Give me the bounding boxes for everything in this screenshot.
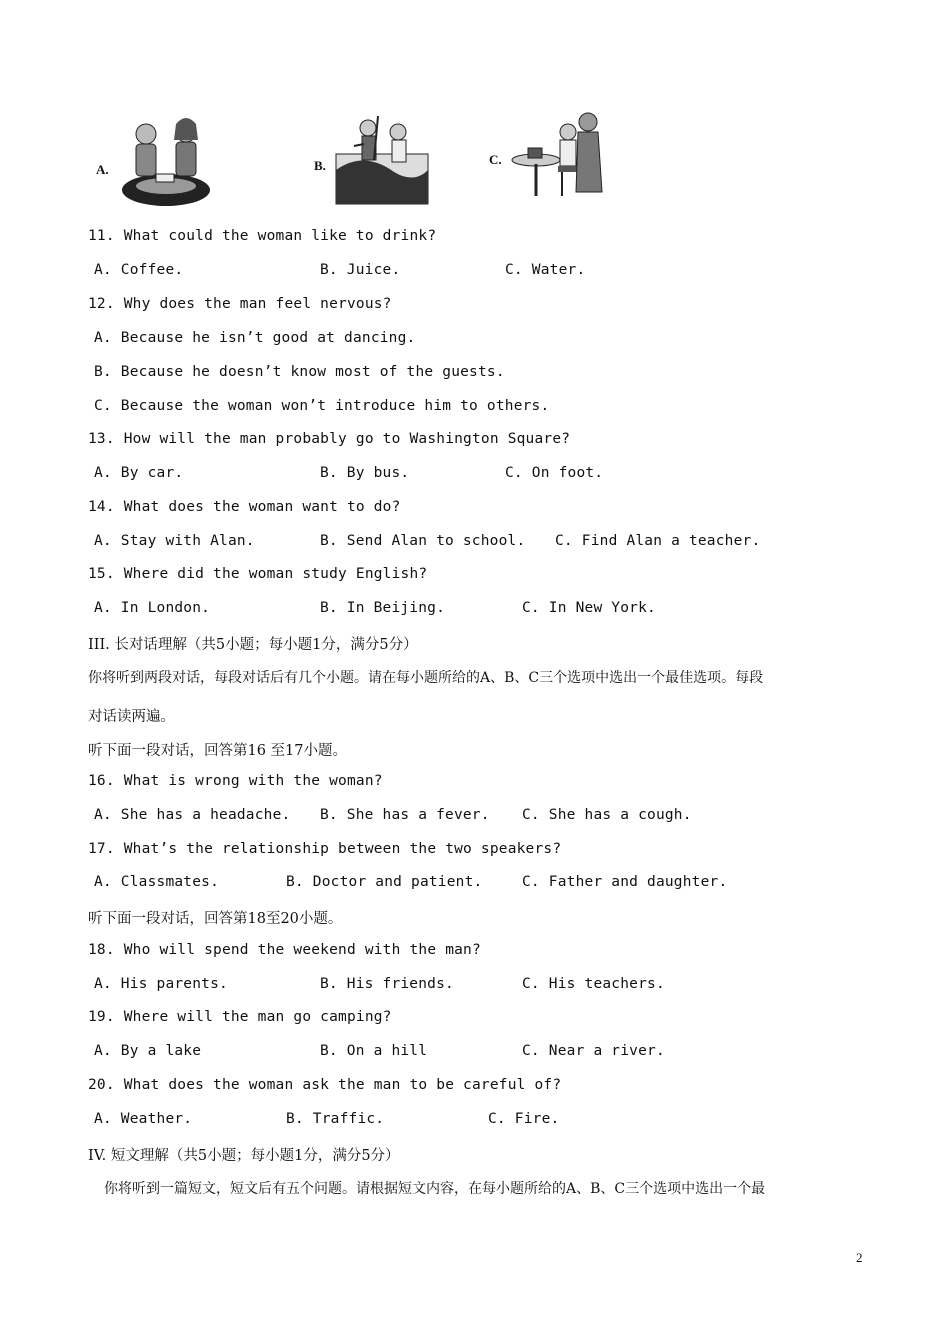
q20-option-b: B. Traffic.: [286, 1111, 385, 1127]
question-19: 19. Where will the man go camping?: [88, 1009, 392, 1025]
question-16: 16. What is wrong with the woman?: [88, 773, 383, 789]
q19-option-a: A. By a lake: [94, 1043, 202, 1059]
q20-option-a: A. Weather.: [94, 1111, 193, 1127]
question-15: 15. Where did the woman study English?: [88, 566, 428, 582]
q18-option-b: B. His friends.: [320, 976, 454, 992]
q19-option-b: B. On a hill: [320, 1043, 428, 1059]
q15-option-c: C. In New York.: [522, 600, 656, 616]
people-at-table-icon: [508, 104, 604, 204]
q14-option-a: A. Stay with Alan.: [94, 533, 255, 549]
q12-option-b: B. Because he doesn’t know most of the guests.: [94, 364, 505, 380]
page-number: 2: [856, 1250, 863, 1265]
section-3-title: III. 长对话理解（共5小题；每小题1分，满分5分）: [88, 637, 418, 653]
q11-option-c: C. Water.: [505, 262, 586, 278]
question-12: 12. Why does the man feel nervous?: [88, 296, 392, 312]
two-people-eating-icon: [120, 110, 212, 210]
q18-option-a: A. His parents.: [94, 976, 228, 992]
q15-option-a: A. In London.: [94, 600, 211, 616]
picture-b-label: B.: [314, 158, 326, 173]
question-13: 13. How will the man probably go to Washington Square?: [88, 431, 571, 447]
dialogue-1-intro: 听下面一段对话，回答第16 至17小题。: [88, 743, 348, 759]
q13-option-c: C. On foot.: [505, 465, 604, 481]
q16-option-a: A. She has a headache.: [94, 807, 291, 823]
q18-option-c: C. His teachers.: [522, 976, 665, 992]
question-20: 20. What does the woman ask the man to be careful of?: [88, 1077, 562, 1093]
two-people-hiking-icon: [334, 110, 430, 210]
q14-option-c: C. Find Alan a teacher.: [555, 533, 761, 549]
section-3-instructions: 你将听到两段对话，每段对话后有几个小题。请在每小题所给的A、B、C三个选项中选出一个最佳选项。每段: [88, 670, 764, 686]
q13-option-b: B. By bus.: [320, 465, 410, 481]
q11-option-a: A. Coffee.: [94, 262, 184, 278]
q20-option-c: C. Fire.: [488, 1111, 560, 1127]
q12-option-c: C. Because the woman won’t introduce him to others.: [94, 398, 550, 414]
q16-option-c: C. She has a cough.: [522, 807, 692, 823]
question-18: 18. Who will spend the weekend with the man?: [88, 942, 481, 958]
q14-option-b: B. Send Alan to school.: [320, 533, 526, 549]
section-4-instructions: 你将听到一篇短文，短文后有五个问题。请根据短文内容，在每小题所给的A、B、C三个选项中选出一个最: [104, 1181, 766, 1197]
question-17: 17. What’s the relationship between the two speakers?: [88, 841, 562, 857]
q19-option-c: C. Near a river.: [522, 1043, 665, 1059]
q17-option-b: B. Doctor and patient.: [286, 874, 483, 890]
q16-option-b: B. She has a fever.: [320, 807, 490, 823]
picture-options: [96, 110, 656, 220]
question-11: 11. What could the woman like to drink?: [88, 228, 437, 244]
q17-option-a: A. Classmates.: [94, 874, 220, 890]
picture-c-label: C.: [489, 152, 502, 167]
section-4-title: IV. 短文理解（共5小题；每小题1分，满分5分）: [88, 1148, 400, 1164]
picture-a-label: A.: [96, 162, 109, 177]
q15-option-b: B. In Beijing.: [320, 600, 446, 616]
q13-option-a: A. By car.: [94, 465, 184, 481]
q17-option-c: C. Father and daughter.: [522, 874, 728, 890]
question-14: 14. What does the woman want to do?: [88, 499, 401, 515]
section-3-instructions-cont: 对话读两遍。: [88, 709, 175, 725]
dialogue-2-intro: 听下面一段对话，回答第18至20小题。: [88, 911, 343, 927]
q11-option-b: B. Juice.: [320, 262, 401, 278]
q12-option-a: A. Because he isn’t good at dancing.: [94, 330, 416, 346]
